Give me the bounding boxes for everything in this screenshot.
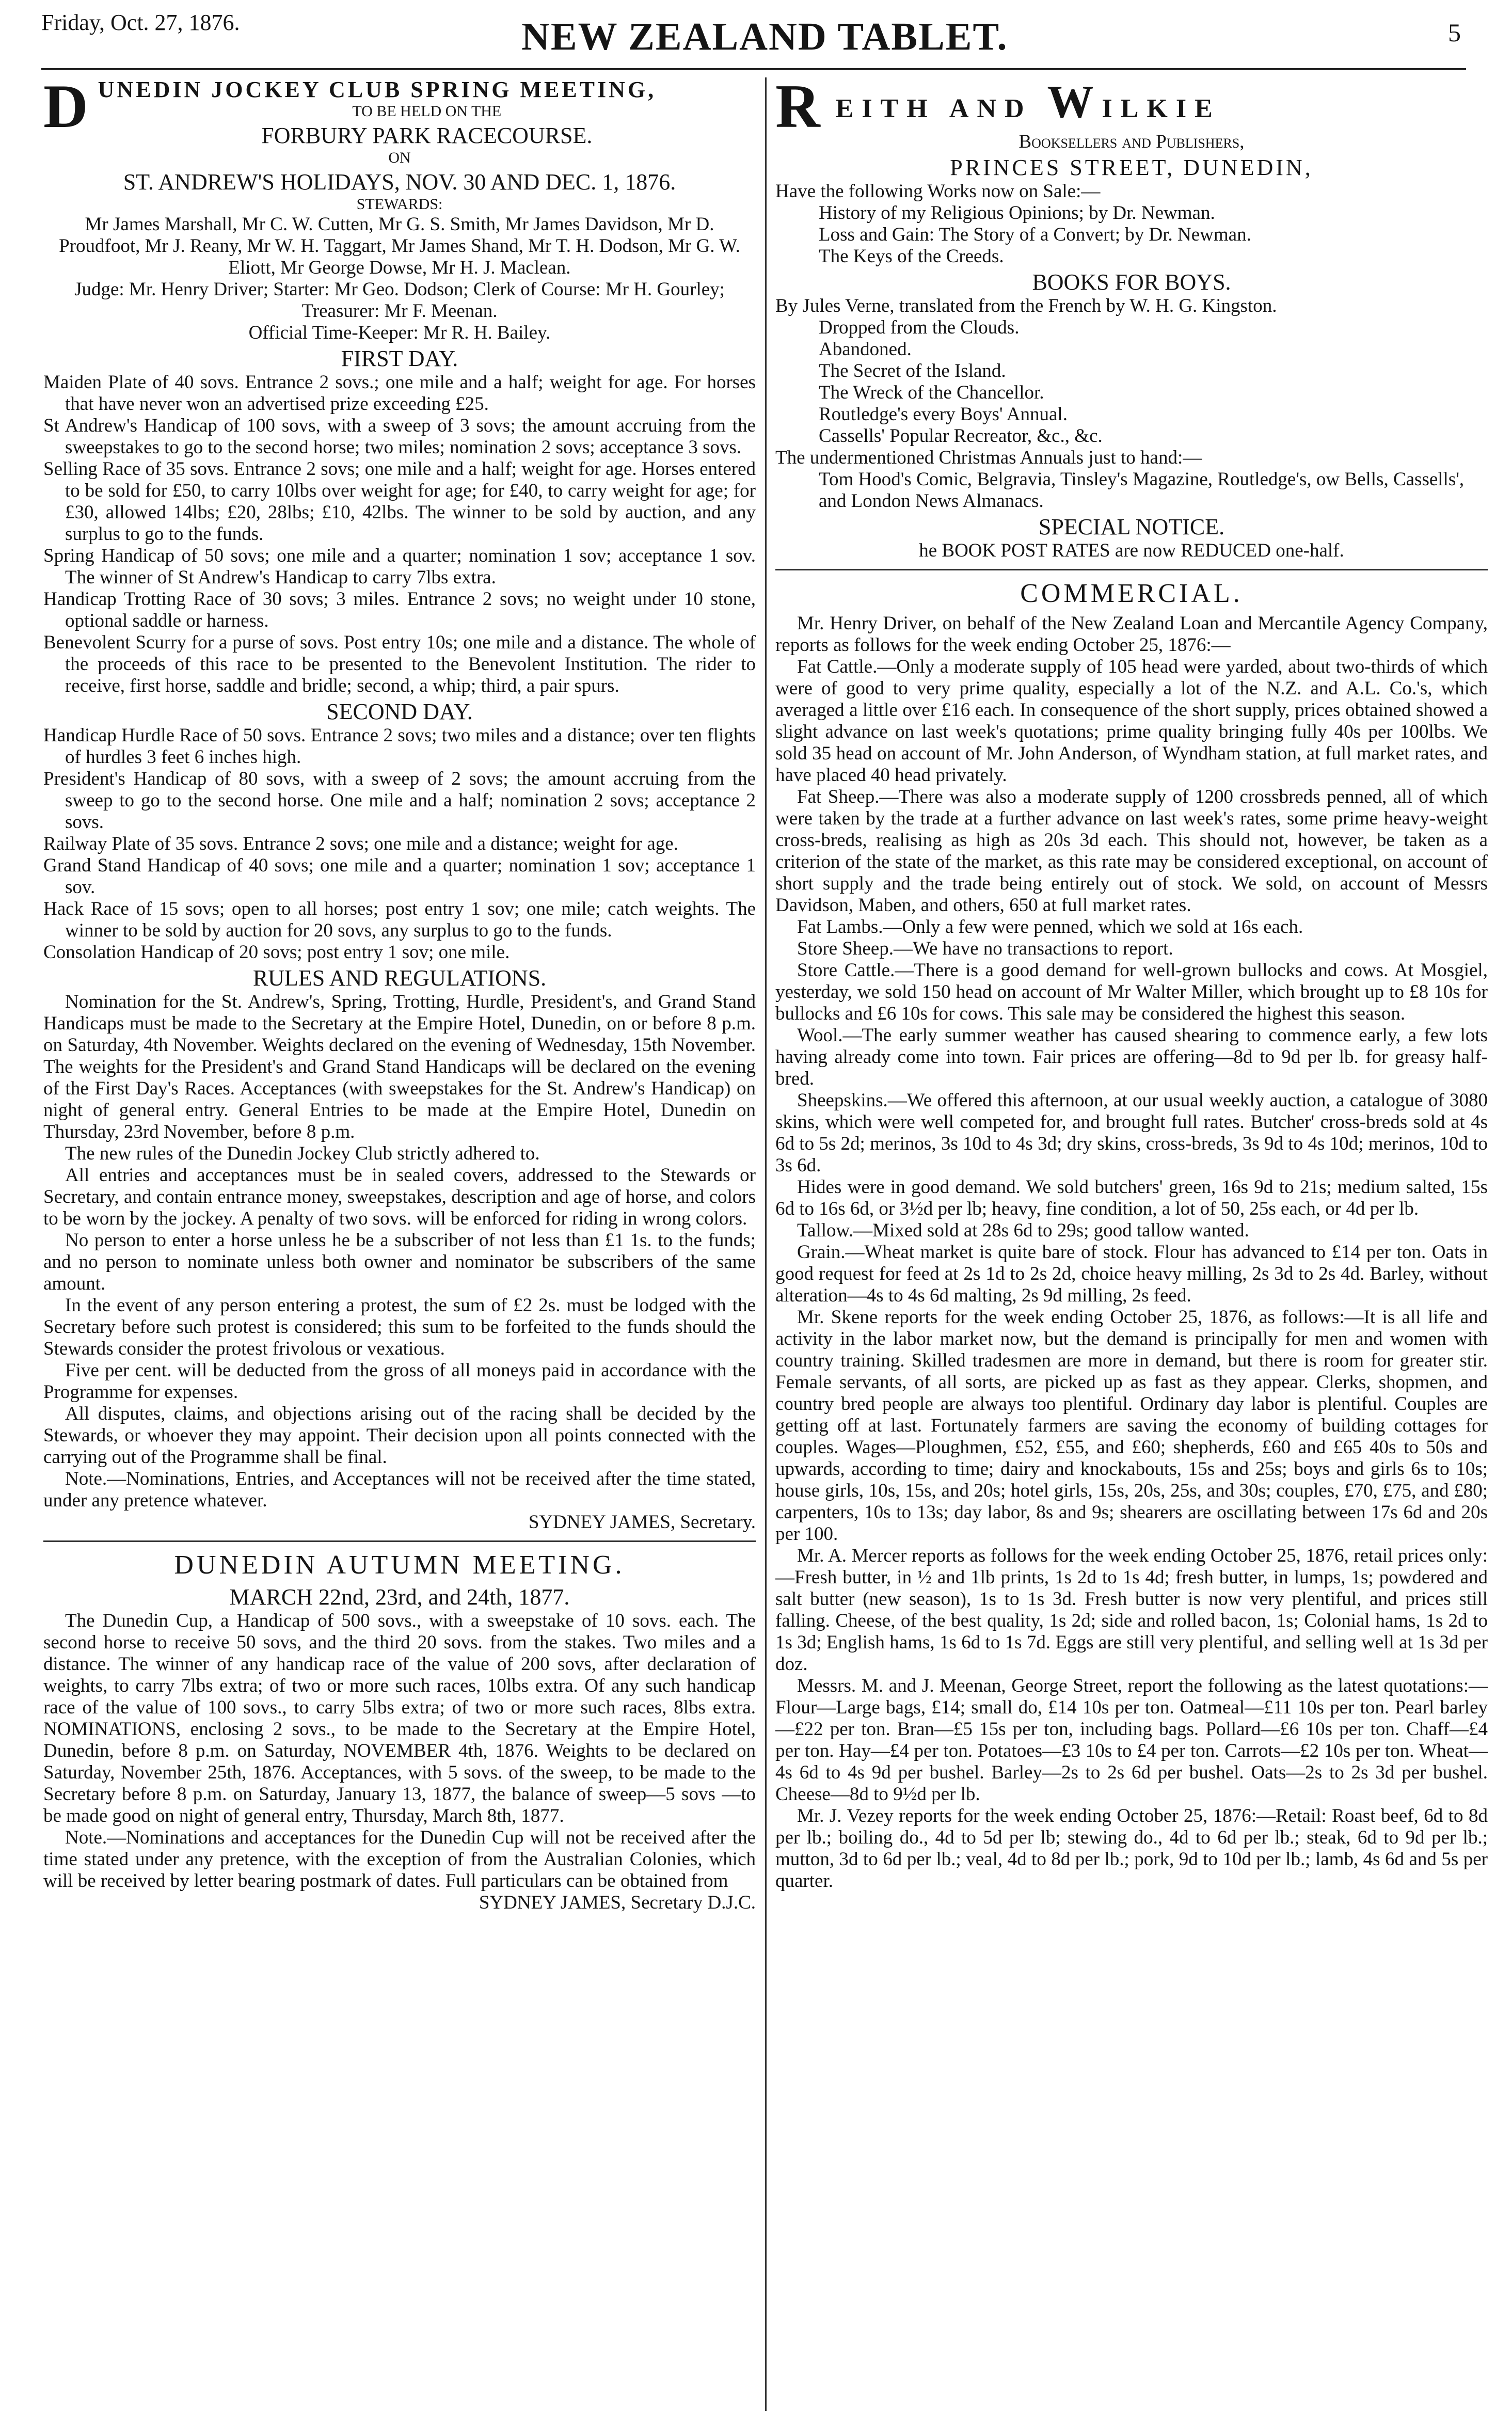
secretary-signature: SYDNEY JAMES, Secretary. bbox=[528, 1512, 756, 1533]
autumn-meeting-dates: MARCH 22nd, 23rd, and 24th, 1877. bbox=[229, 1584, 570, 1610]
meeting-dates: ST. ANDREW'S HOLIDAYS, NOV. 30 AND DEC. 1, 1876. bbox=[123, 169, 676, 195]
commercial-paragraph: Store Sheep.—We have no transactions to report. bbox=[797, 938, 1173, 959]
commercial-paragraph: Grain.—Wheat market is quite bare of stock. Flour has advanced to £14 per ton. Oats in good request for feed at 2s 1d to 2s 2d, choice heavy milling, 2s 3d to 2s 4d. Barley, without alteration—4s to 4s 6d malting, 2s 9d milling, 2s feed. bbox=[775, 1242, 1488, 1306]
address: PRINCES STREET, DUNEDIN, bbox=[950, 155, 1313, 180]
rules-heading: RULES AND REGULATIONS. bbox=[252, 965, 547, 991]
stewards-list: Mr James Marshall, Mr C. W. Cutten, Mr G. S. Smith, Mr James Davidson, Mr D. Proudfoot, Mr J. Reany, Mr W. H. Taggart, Mr James Shand, Mr T. H. Dodson, Mr G. W. Eliott, Mr George Dowse, Mr H. J. Maclean. bbox=[59, 214, 740, 278]
autumn-meeting-advert bbox=[43, 1549, 756, 1914]
officials: Judge: Mr. Henry Driver; Starter: Mr Geo. Dodson; Clerk of Course: Mr H. Gourley; Treasurer: Mr F. Meenan. bbox=[74, 279, 725, 322]
race-entry: Consolation Handicap of 20 sovs; post entry 1 sov; one mile. bbox=[43, 942, 510, 963]
christmas-intro: The undermentioned Christmas Annuals just to hand:— bbox=[775, 447, 1202, 468]
commercial-paragraph: Hides were in good demand. We sold butchers' green, 16s 9d to 21s; medium salted, 15s 6d to 16s 6d, or 3½d per lb; heavy, fine condition, a lot of 50, 25s each, or 4d per lb. bbox=[775, 1177, 1488, 1219]
section-rule bbox=[43, 1540, 756, 1542]
reith-wilkie-title: REITH AND WILKIE bbox=[775, 72, 1221, 140]
held-on: TO BE HELD ON THE bbox=[352, 103, 502, 120]
commercial-heading: COMMERCIAL. bbox=[1020, 579, 1243, 608]
autumn-meeting-note: Note.—Nominations and acceptances for the Dunedin Cup will not be received after the time stated under any pretence, with the exception of from the Australian Colonies, which will be received by letter bearing postmark of dates. Full particulars can be obtained from bbox=[43, 1827, 756, 1892]
race-entry: Hack Race of 15 sovs; open to all horses; post entry 1 sov; one mile; catch weights. The winner to be sold by auction for 20 sovs, any surplus to go to the funds. bbox=[43, 898, 756, 941]
book-title: Routledge's every Boys' Annual. bbox=[819, 404, 1068, 425]
right-column bbox=[775, 72, 1488, 1892]
commercial-paragraph: Mr. J. Vezey reports for the week ending October 25, 1876:—Retail: Roast beef, 6d to 8d per lb.; boiling do., 4d to 5d per lb; stewing do., 4d to 6d per lb.; steak, 6d to 9d per lb.; mutton, 3d to 6d per lb.; veal, 4d to 8d per lb.; pork, 9d to 10d per lb.; lamb, 4s 6d and 5s per quarter. bbox=[775, 1805, 1488, 1892]
rule-paragraph: Note.—Nominations, Entries, and Acceptances will not be received after the time stated, under any pretence whatever. bbox=[43, 1468, 756, 1511]
race-entry: Benevolent Scurry for a purse of sovs. Post entry 10s; one mile and a distance. The whole of the proceeds of this race to be presented to the Benevolent Institution. The rider to receive, first horse, saddle and bridle; second, a whip; third, a pair spurs. bbox=[43, 632, 756, 696]
race-entry: Selling Race of 35 sovs. Entrance 2 sovs; one mile and a half; weight for age. Horses entered to be sold for £50, to carry 10lbs over weight for age; for £40, to carry weight for age; for £30, allowed 14lbs; £20, 28lbs; £10, 42lbs. The winner to be sold by auction, and any surplus to go to the funds. bbox=[43, 458, 756, 545]
second-day-heading: SECOND DAY. bbox=[326, 699, 473, 724]
autumn-meeting-body: The Dunedin Cup, a Handicap of 500 sovs., with a sweepstake of 10 sovs. each. The second horse to receive 50 sovs, and the third 20 sovs. from the stakes. Two miles and a distance. The winner of any handicap race of the value of 200 sovs, after declaration of weights, to carry 7lbs extra; of two or more such races, 10lbs extra. Of any such handicap race of the value of 100 sovs., to carry 5lbs extra; of two or more such races, 8lbs extra. NOMINATIONS, enclosing 2 sovs., to be made to the Secretary at the Empire Hotel, Dunedin, before 8 p.m. on Saturday, NOVEMBER 4th, 1876. Weights to be declared on Saturday, November 25th, 1876. Acceptances, with 5 sovs. of the sweep, to be made to the Secretary before 8 p.m. on Saturday, January 13, 1877, the balance of sweep—5 sovs —to be made good on night of general entry, Thursday, March 8th, 1877. bbox=[43, 1610, 756, 1826]
drop-cap-w: W bbox=[1047, 76, 1102, 128]
stewards-heading: STEWARDS: bbox=[356, 196, 443, 213]
reith-wilkie-advert bbox=[775, 72, 1488, 562]
section-rule bbox=[775, 569, 1488, 570]
special-notice-heading: SPECIAL NOTICE. bbox=[1038, 514, 1225, 539]
rule-paragraph: All entries and acceptances must be in sealed covers, addressed to the Stewards or Secretary, and contain entrance money, sweepstakes, description and age of horse, and colors to be worn by the jockey. A penalty of two sovs. will be enforced for riding in wrong colors. bbox=[43, 1165, 756, 1229]
rule-paragraph: The new rules of the Dunedin Jockey Club strictly adhered to. bbox=[65, 1143, 540, 1164]
boys-books-heading: BOOKS FOR BOYS. bbox=[1032, 269, 1231, 295]
commercial-paragraph: Mr. A. Mercer reports as follows for the week ending October 25, 1876, retail prices only:—Fresh butter, in ½ and 1lb prints, 1s 2d to 1s 4d; fresh butter, in lumps, 1s; powdered and salt butter (new season), 1s to 1s 3d. Fresh butter is now very plentiful, and prices still falling. Cheese, of the best quality, 1s 2d; side and rolled bacon, 1s; Colonial hams, 1s 2d to 1s 3d; English hams, 1s 6d to 1s 7d. Eggs are still very plentiful, and selling well at 1s 3d per doz. bbox=[775, 1545, 1488, 1675]
commercial-paragraph: Tallow.—Mixed sold at 28s 6d to 29s; good tallow wanted. bbox=[797, 1220, 1249, 1241]
race-entry: President's Handicap of 80 sovs, with a sweep of 2 sovs; the amount accruing from the sweep to go to the second horse. One mile and a half; nomination 2 sovs; acceptance 2 sovs. bbox=[43, 768, 756, 833]
race-entry: Spring Handicap of 50 sovs; one mile and a quarter; nomination 1 sov; acceptance 1 sov. The winner of St Andrew's Handicap to carry 7lbs extra. bbox=[43, 545, 756, 588]
commercial-paragraph: Messrs. M. and J. Meenan, George Street, report the following as the latest quotations:—Flour—Large bags, £14; small do, £14 10s per ton. Oatmeal—£11 10s per ton. Pearl barley—£22 per ton. Bran—£5 15s per ton, including bags. Pollard—£6 10s per ton. Chaff—£4 per ton. Hay—£4 per ton. Potatoes—£3 10s to £4 per ton. Carrots—£2 10s per ton. Wheat—4s 6d to 4s 9d per bushel. Barley—2s to 2s 6d per bushel. Oats—2s to 2s 3d per bushel. Cheese—8d to 9½d per lb. bbox=[775, 1675, 1488, 1805]
left-column bbox=[43, 72, 756, 1914]
rule-paragraph: Nomination for the St. Andrew's, Spring, Trotting, Hurdle, President's, and Grand Stand Handicaps must be made to the Secretary at the Empire Hotel, Dunedin, on or before 8 p.m. on Saturday, 4th November. Weights declared on the evening of Wednesday, 15th November. The weights for the President's and Grand Stand Handicaps will be declared on the evening of the First Day's Races. Acceptances (with sweepstakes for the St. Andrew's Handicap) on night of general entry. General Entries to be made at the Empire Hotel, Dunedin on Thursday, 23rd November, before 8 p.m. bbox=[43, 991, 756, 1142]
book-title: The Keys of the Creeds. bbox=[819, 246, 1004, 267]
masthead-rule bbox=[41, 68, 1466, 70]
commercial-paragraph: Mr. Henry Driver, on behalf of the New Zealand Loan and Mercantile Agency Company, reports as follows for the week ending October 25, 1876:— bbox=[775, 613, 1488, 656]
jockey-club-title: DUNEDIN JOCKEY CLUB SPRING MEETING, bbox=[43, 72, 657, 140]
book-title: Loss and Gain: The Story of a Convert; by Dr. Newman. bbox=[819, 224, 1251, 245]
works-intro: Have the following Works now on Sale:— bbox=[775, 181, 1101, 202]
drop-cap-r: R bbox=[775, 72, 829, 140]
christmas-annuals: Tom Hood's Comic, Belgravia, Tinsley's Magazine, Routledge's, ow Bells, Cassells', and London News Almanacs. bbox=[819, 469, 1465, 512]
book-title: Cassells' Popular Recreator, &c., &c. bbox=[819, 425, 1103, 447]
masthead bbox=[41, 4, 1461, 67]
book-title: Abandoned. bbox=[819, 339, 912, 360]
commercial-section bbox=[775, 578, 1488, 1892]
on-label: ON bbox=[388, 149, 411, 166]
drop-cap: D bbox=[43, 72, 91, 140]
book-title: The Secret of the Island. bbox=[819, 360, 1006, 382]
rule-paragraph: No person to enter a horse unless he be a subscriber of not less than £1 1s. to the funds; and no person to nominate unless both owner and nominator be subscribers of the same amount. bbox=[43, 1230, 756, 1294]
commercial-paragraph: Store Cattle.—There is a good demand for well-grown bullocks and cows. At Mosgiel, yesterday, we sold 150 head on account of Mr Walter Miller, which brought up to £8 10s for bullocks and £6 10s for cows. This sale may be considered the highest this season. bbox=[775, 960, 1488, 1024]
book-title: History of my Religious Opinions; by Dr. Newman. bbox=[819, 202, 1215, 224]
issue-date: Friday, Oct. 27, 1876. bbox=[41, 10, 240, 35]
race-entry: St Andrew's Handicap of 100 sovs, with a sweep of 3 sovs; the amount accruing from the sweepstakes to go to the second horse; two miles; nomination 2 sovs; acceptance 3 sovs. bbox=[43, 415, 756, 458]
commercial-paragraph: Fat Sheep.—There was also a moderate supply of 1200 crossbreds penned, all of which were taken by the trade at a further advance on last week's rates, some prime heavy-weight cross-breds, realising as high as 20s 3d each. This should not, however, be taken as a criterion of the state of the market, as this rate may be considered exceptional, on account of short supply and the trade being entirely out of stock. We sold, on account of Messrs Davidson, Maben, and others, 650 at full market rates. bbox=[775, 786, 1488, 916]
commercial-paragraph: Fat Lambs.—Only a few were penned, which we sold at 16s each. bbox=[797, 916, 1303, 938]
race-entry: Railway Plate of 35 sovs. Entrance 2 sovs; one mile and a distance; weight for age. bbox=[43, 833, 678, 854]
book-title: Dropped from the Clouds. bbox=[819, 317, 1020, 338]
jockey-club-advert bbox=[43, 72, 756, 1533]
first-day-heading: FIRST DAY. bbox=[341, 346, 458, 371]
booksellers-subtitle: Booksellers and Publishers, bbox=[1018, 131, 1245, 152]
column-divider bbox=[765, 77, 767, 2411]
race-entry: Maiden Plate of 40 sovs. Entrance 2 sovs.; one mile and a half; weight for age. For horses that have never won an advertised prize exceeding £25. bbox=[43, 372, 756, 415]
page-number: 5 bbox=[1448, 18, 1461, 47]
race-entry: Grand Stand Handicap of 40 sovs; one mile and a quarter; nomination 1 sov; acceptance 1 sov. bbox=[43, 855, 756, 898]
autumn-meeting-title: DUNEDIN AUTUMN MEETING. bbox=[174, 1550, 625, 1580]
newspaper-title: NEW ZEALAND TABLET. bbox=[521, 15, 1008, 58]
commercial-paragraph: Mr. Skene reports for the week ending October 25, 1876, as follows:—It is all life and activity in the labor market now, but the demand is principally for men and women with country training. Skilled tradesmen are more in demand, but there is room for greater stir. Female servants, of all sorts, are picked up as fast as they appear. Clerks, shopmen, and country bred people are always too plentiful. Ordinary day labor is plentiful. Couples are getting off at last. Fortunately farmers are saving the economy of building cottages for couples. Wages—Ploughmen, £52, £55, and £60; shepherds, £60 and £65 40s to 50s and upwards, according to time; dairy and knockabouts, 15s and 25s; boys and girls 6s to 10s; house girls, 10s, 15s, and 20s; hotel girls, 15s, 20s, 25s, and 30s; couples, £70, £75, and £80; carpenters, 10s to 13s; day labor, 8s and 9s; shearers are oscillating between 17s 6d and 20s per 100. bbox=[775, 1307, 1488, 1545]
rule-paragraph: In the event of any person entering a protest, the sum of £2 2s. must be lodged with the Secretary before such protest is considered; this sum to be forfeited to the funds should the Stewards consider the protest frivolous or vexatious. bbox=[43, 1295, 756, 1359]
rule-paragraph: Five per cent. will be deducted from the gross of all moneys paid in accordance with the Programme for expenses. bbox=[43, 1360, 756, 1403]
rule-paragraph: All disputes, claims, and objections arising out of the racing shall be decided by the Stewards, or whoever they may appoint. Their decision upon all points connected with the carrying out of the Programme shall be final. bbox=[43, 1403, 756, 1468]
autumn-meeting-signature: SYDNEY JAMES, Secretary D.J.C. bbox=[479, 1892, 756, 1913]
boys-books-intro: By Jules Verne, translated from the French by W. H. G. Kingston. bbox=[775, 295, 1277, 316]
race-entry: Handicap Hurdle Race of 50 sovs. Entrance 2 sovs; two miles and a distance; over ten flights of hurdles 3 feet 6 inches high. bbox=[43, 725, 756, 768]
venue: FORBURY PARK RACECOURSE. bbox=[261, 123, 593, 148]
race-entry: Handicap Trotting Race of 30 sovs; 3 miles. Entrance 2 sovs; no weight under 10 stone, optional saddle or harness. bbox=[43, 589, 756, 631]
commercial-paragraph: Fat Cattle.—Only a moderate supply of 105 head were yarded, about two-thirds of which were of good to very prime quality, especially a lot of the N.Z. and A.L. Co.'s, which averaged a little over £16 each. In consequence of the short supply, prices obtained showed a slight advance on last week's quotations; prime quality bringing fully 40s per 100lbs. We sold 35 head on account of Mr. John Anderson, of Wyndham station, at full market rates, and have placed 40 head privately. bbox=[775, 656, 1488, 786]
timekeeper: Official Time-Keeper: Mr R. H. Bailey. bbox=[248, 322, 551, 343]
commercial-paragraph: Wool.—The early summer weather has caused shearing to commence early, a few lots having already come into town. Fair prices are offering—8d to 9d per lb. for greasy half-bred. bbox=[775, 1025, 1488, 1089]
special-notice: he BOOK POST RATES are now REDUCED one-half. bbox=[919, 540, 1344, 561]
book-title: The Wreck of the Chancellor. bbox=[819, 382, 1044, 403]
commercial-paragraph: Sheepskins.—We offered this afternoon, at our usual weekly auction, a catalogue of 3080 skins, which were well competed for, and brought full rates. Butcher' cross-breds sold at 4s 6d to 5s 2d; merinos, 3s 10d to 4s 3d; dry skins, cross-breds, 3s 9d to 4s 10d; merinos, 10d to 3s 6d. bbox=[775, 1090, 1488, 1176]
